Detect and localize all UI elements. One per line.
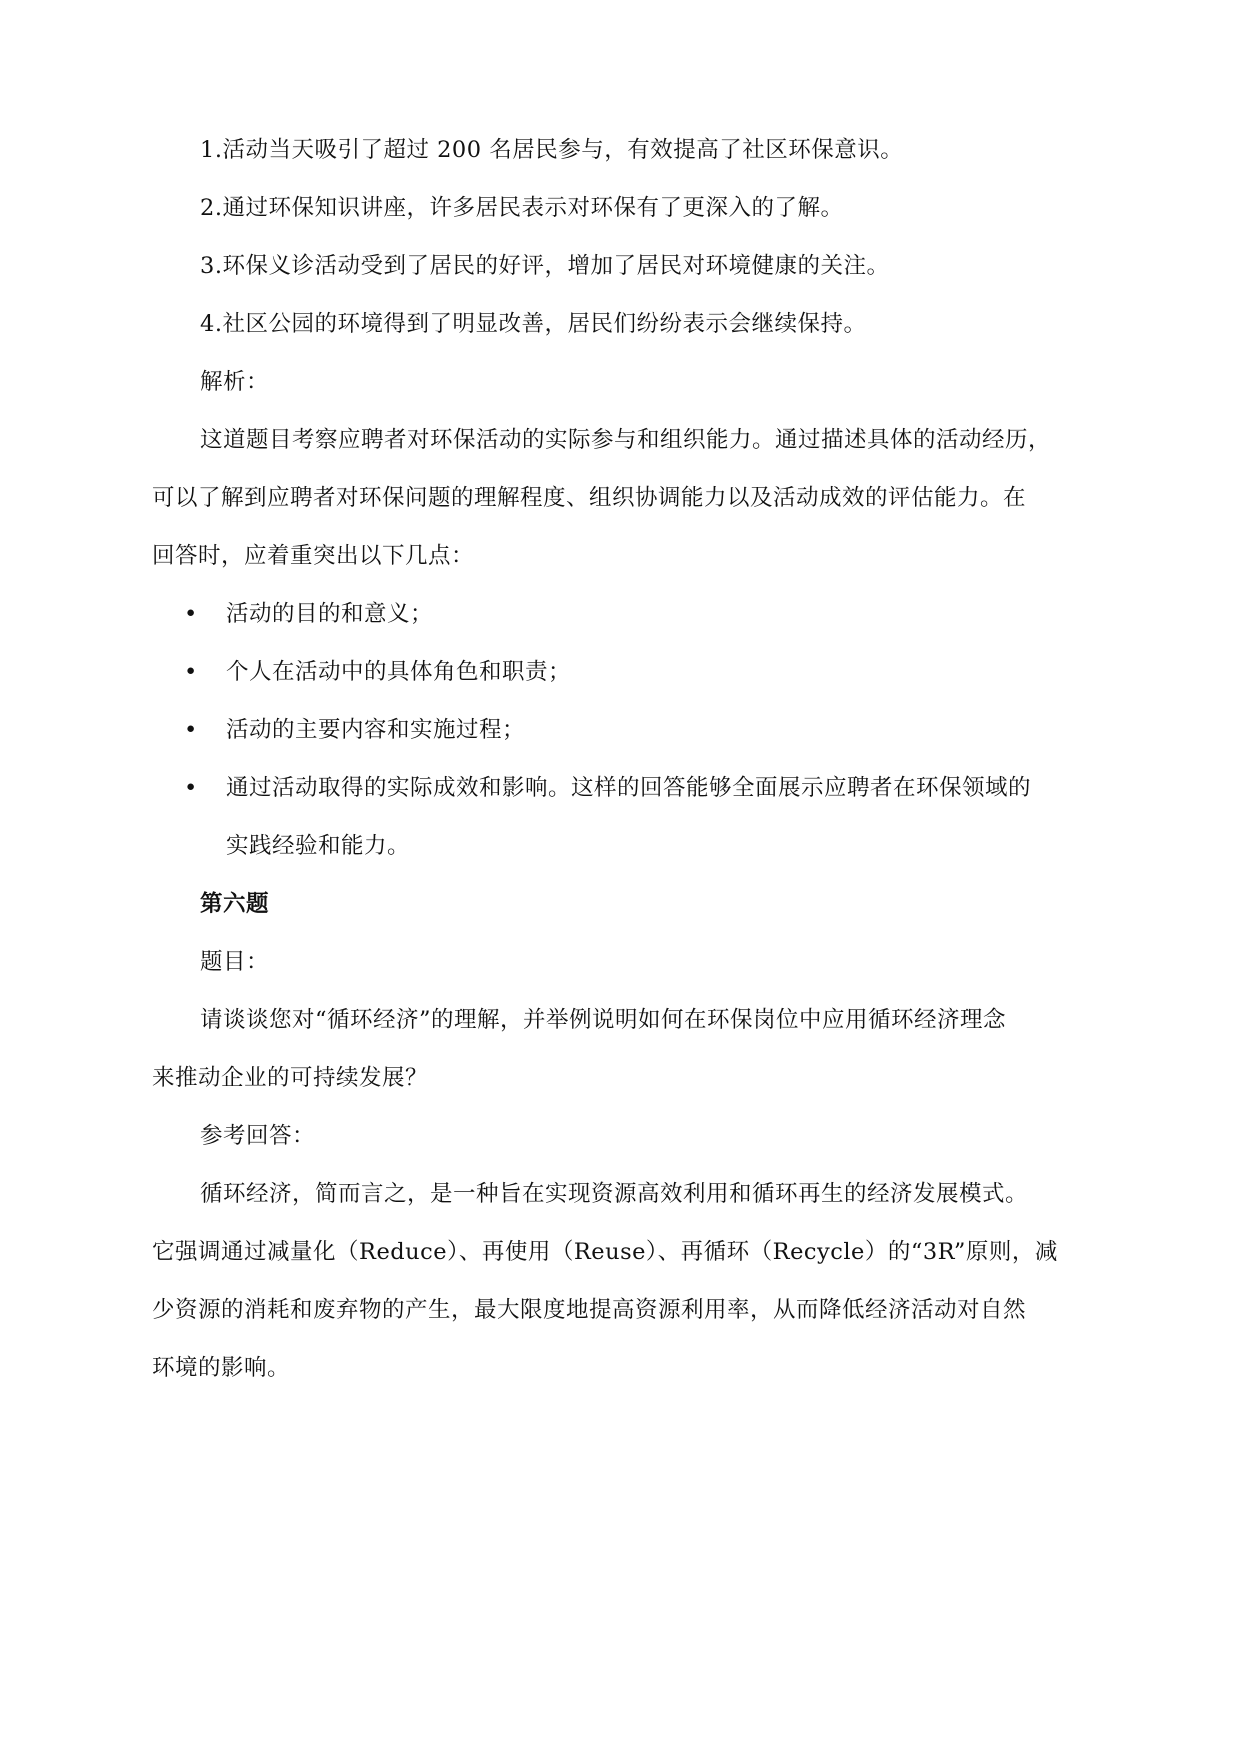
result-item-2: 2.通过环保知识讲座，许多居民表示对环保有了更深入的了解。 (200, 195, 844, 221)
bullet-item-1 (184, 582, 1110, 646)
section-heading: 第六题 (200, 891, 270, 917)
question-line-2: 来推动企业的可持续发展？ (152, 1065, 429, 1091)
bullet-text: 通过活动取得的实际成效和影响。这样的回答能够全面展示应聘者在环保领域的 (226, 775, 1032, 801)
result-item-3: 3.环保义诊活动受到了居民的好评，增加了居民对环境健康的关注。 (200, 253, 890, 279)
answer-line-4: 环境的影响。 (152, 1355, 291, 1381)
bullet-item-2 (184, 640, 1110, 704)
answer-line-2: 它强调通过减量化（Reduce）、再使用（Reuse）、再循环（Recycle）的“3R”原则，减 (152, 1239, 1058, 1265)
bullet-icon: • (184, 659, 198, 685)
answer-line-1: 循环经济，简而言之，是一种旨在实现资源高效利用和循环再生的经济发展模式。 (200, 1181, 1029, 1207)
bullet-item-4 (184, 756, 1110, 820)
bullet-icon: • (184, 601, 198, 627)
bullet-item-4-continuation (190, 814, 1110, 878)
analysis-line-3: 回答时，应着重突出以下几点： (152, 543, 475, 569)
bullet-text: 个人在活动中的具体角色和职责； (226, 659, 572, 685)
bullet-text: 活动的目的和意义； (226, 601, 434, 627)
bullet-text: 活动的主要内容和实施过程； (226, 717, 526, 743)
bullet-icon: • (184, 775, 198, 801)
question-line-1: 请谈谈您对“循环经济”的理解，并举例说明如何在环保岗位中应用循环经济理念 (200, 1007, 1007, 1033)
answer-line-3: 少资源的消耗和废弃物的产生，最大限度地提高资源利用率，从而降低经济活动对自然 (152, 1297, 1027, 1323)
answer-label: 参考回答： (200, 1123, 316, 1149)
analysis-line-1: 这道题目考察应聘者对环保活动的实际参与和组织能力。通过描述具体的活动经历， (200, 427, 1052, 453)
question-label: 题目： (200, 949, 270, 975)
analysis-label: 解析： (200, 369, 270, 395)
bullet-item-3 (184, 698, 1110, 762)
result-item-4: 4.社区公园的环境得到了明显改善，居民们纷纷表示会继续保持。 (200, 311, 867, 337)
bullet-icon: • (184, 717, 198, 743)
analysis-line-2: 可以了解到应聘者对环保问题的理解程度、组织协调能力以及活动成效的评估能力。在 (152, 485, 1027, 511)
bullet-continuation-text: 实践经验和能力。 (226, 833, 411, 859)
result-item-1: 1.活动当天吸引了超过 200 名居民参与，有效提高了社区环保意识。 (200, 137, 904, 163)
